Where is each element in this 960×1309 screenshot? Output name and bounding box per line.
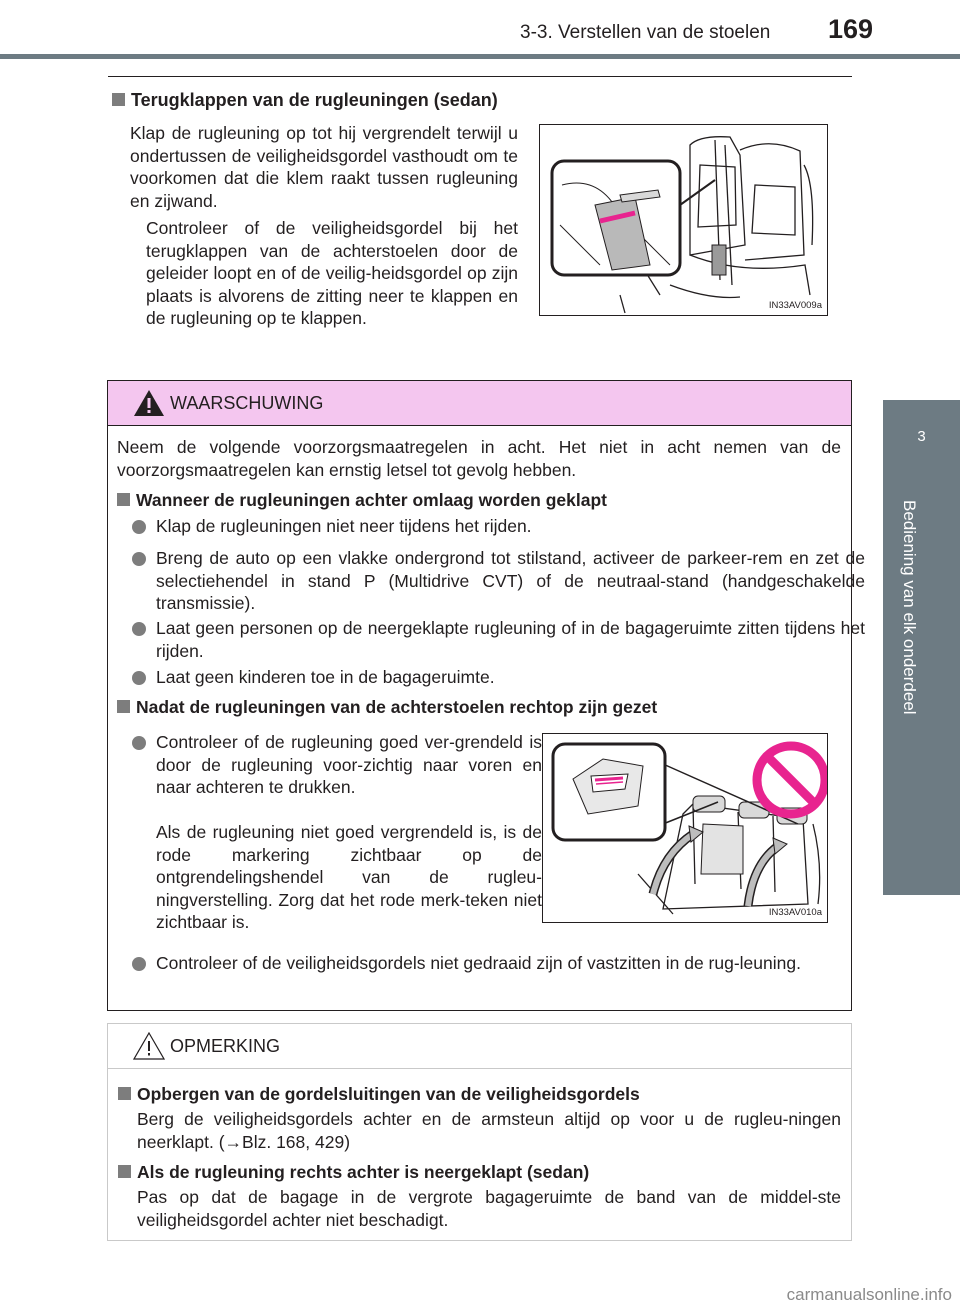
- instruction-text: Klap de rugleuning op tot hij vergrendelt terwijl u ondertussen de veiligheidsgordel vasthoudt om te voorkomen dat die klem raakt tussen rugleuning en zijwand.: [130, 123, 518, 211]
- header-rule: [108, 76, 852, 77]
- warning-box: [107, 380, 865, 1011]
- seatbelt-guide-illustration: [539, 124, 828, 316]
- section-heading: Terugklappen van de rugleuningen (sedan): [112, 90, 498, 111]
- warning-bullet: Laat geen kinderen toe in de bagageruimte.: [132, 666, 865, 689]
- square-bullet-icon: [117, 493, 130, 506]
- page-number: 169: [828, 14, 874, 44]
- square-bullet-icon: [118, 1165, 131, 1178]
- figure-id: IN33AV009a: [768, 300, 822, 311]
- square-bullet-icon: [117, 700, 130, 713]
- chapter-number: 3: [917, 428, 926, 445]
- warning-triangle-icon: [133, 389, 165, 417]
- watermark: carmanualsonline.info: [786, 1285, 952, 1304]
- check-text: Controleer of de veiligheidsgordel bij het terugklappen van de achterstoelen door de geleider loopt en of de veilig-heidsgordel op zijn plaats is alvorens de zitting neer te klappen en de rugleuning op te klappen.: [146, 218, 518, 328]
- chapter-label: Bediening van elk onderdeel: [900, 500, 919, 715]
- warning-title: WAARSCHUWING: [170, 393, 324, 413]
- warning-bullet: Breng de auto op een vlakke ondergrond tot stilstand, activeer de parkeer-rem en zet de selectiehendel in stand P (Multidrive CVT) of de neutraal-stand (handgeschakelde transmissie).: [132, 547, 865, 615]
- note-triangle-icon: [133, 1032, 165, 1060]
- round-bullet-icon: [132, 622, 146, 636]
- seatback-lock-illustration: [542, 733, 828, 923]
- round-bullet-icon: [132, 520, 146, 534]
- round-bullet-icon: [132, 671, 146, 685]
- round-bullet-icon: [132, 957, 146, 971]
- chapter-side-tab: [883, 400, 960, 895]
- note-text-2: Pas op dat de bagage in de vergrote bagageruimte de band van de middel-ste veiligheidsgordel achter niet beschadigt.: [137, 1187, 841, 1230]
- note-box: [107, 1023, 852, 1241]
- square-bullet-icon: [112, 93, 125, 106]
- warning-bullet-continued: Als de rugleuning niet goed vergrendeld is, is de rode markering zichtbaar op de ontgrendelingshendel van de rugleu-ningverstelling. Zorg dat het rode merk-teken niet zichtbaar is.: [156, 822, 542, 932]
- note-subheading-1: Opbergen van de gordelsluitingen van de veiligheidsgordels: [118, 1084, 640, 1105]
- warning-bullet: Controleer of de veiligheidsgordels niet gedraaid zijn of vastzitten in de rug-leuning.: [132, 952, 865, 975]
- figure-id: IN33AV010a: [768, 907, 822, 918]
- warning-bullet: Controleer of de rugleuning goed ver-grendeld is door de rugleuning voor-zichtig naar voren en naar achteren te drukken.: [132, 731, 542, 799]
- warning-header: [108, 381, 851, 426]
- warning-subheading-2: Nadat de rugleuningen van de achterstoelen rechtop zijn gezet: [117, 697, 657, 718]
- warning-bullet: Laat geen personen op de neergeklapte rugleuning of in de bagageruimte zitten tijdens het rijden.: [132, 617, 865, 662]
- seat-illustration-svg: [540, 125, 827, 315]
- section-title: 3-3. Verstellen van de stoelen: [520, 22, 771, 43]
- round-bullet-icon: [132, 552, 146, 566]
- seatback-illustration-svg: [543, 734, 827, 922]
- square-bullet-icon: [118, 1087, 131, 1100]
- note-title: OPMERKING: [170, 1036, 281, 1056]
- warning-intro: Neem de volgende voorzorgsmaatregelen in acht. Het niet in acht nemen van de voorzorgsmaatregelen kan ernstig letsel tot gevolg hebben.: [117, 437, 841, 480]
- note-text-1: Berg de veiligheidsgordels achter en de armsteun altijd op voor u de rugleu-ningen neerklapt. (→Blz. 168, 429): [137, 1109, 841, 1152]
- warning-bullet: Klap de rugleuningen niet neer tijdens het rijden.: [132, 515, 865, 538]
- warning-subheading-1: Wanneer de rugleuningen achter omlaag worden geklapt: [117, 490, 607, 511]
- note-header: [108, 1024, 851, 1069]
- note-subheading-2: Als de rugleuning rechts achter is neergeklapt (sedan): [118, 1162, 589, 1183]
- header-bar: [0, 54, 960, 59]
- round-bullet-icon: [132, 736, 146, 750]
